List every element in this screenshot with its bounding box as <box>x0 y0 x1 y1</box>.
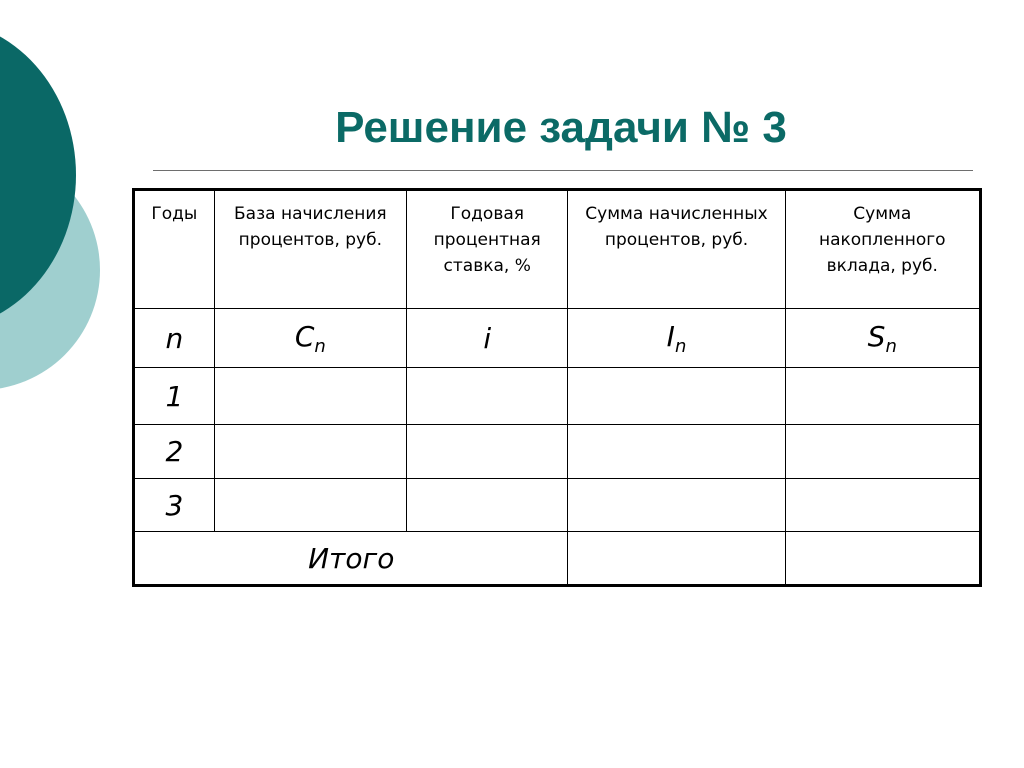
table-row <box>134 479 981 532</box>
header-cell-interest: Сумма начисленных процентов, руб. <box>568 190 785 309</box>
empty-cell <box>214 368 406 425</box>
year-cell: 3 <box>134 479 215 532</box>
slide-title: Решение задачи № 3 <box>335 103 787 152</box>
year-cell: 1 <box>134 368 215 425</box>
symbol-cell-cn: $C_n$ <box>214 309 406 368</box>
empty-cell <box>568 425 785 479</box>
empty-cell <box>214 479 406 532</box>
empty-cell <box>406 368 568 425</box>
symbol-cell-i: i <box>406 309 568 368</box>
empty-cell <box>568 532 785 586</box>
header-cell-accumulated: Сумма накопленного вклада, руб. <box>785 190 980 309</box>
symbol-cell-sn: $S_n$ <box>785 309 980 368</box>
empty-cell <box>406 425 568 479</box>
empty-cell <box>785 425 980 479</box>
title-divider <box>153 170 973 171</box>
total-row <box>134 532 981 586</box>
symbol-cell-n: n <box>134 309 215 368</box>
table-header-row <box>134 190 981 309</box>
empty-cell <box>785 532 980 586</box>
total-label: Итого <box>134 532 568 586</box>
table-row <box>134 425 981 479</box>
empty-cell <box>785 368 980 425</box>
symbol-cell-in: $I_n$ <box>568 309 785 368</box>
symbol-row <box>134 309 981 368</box>
empty-cell <box>214 425 406 479</box>
header-cell-base: База начисления процентов, руб. <box>214 190 406 309</box>
empty-cell <box>406 479 568 532</box>
empty-cell <box>568 479 785 532</box>
empty-cell <box>568 368 785 425</box>
header-cell-rate: Годовая процентная ставка, % <box>406 190 568 309</box>
table-row <box>134 368 981 425</box>
solution-table <box>132 188 982 587</box>
year-cell: 2 <box>134 425 215 479</box>
header-cell-years: Годы <box>134 190 215 309</box>
empty-cell <box>785 479 980 532</box>
